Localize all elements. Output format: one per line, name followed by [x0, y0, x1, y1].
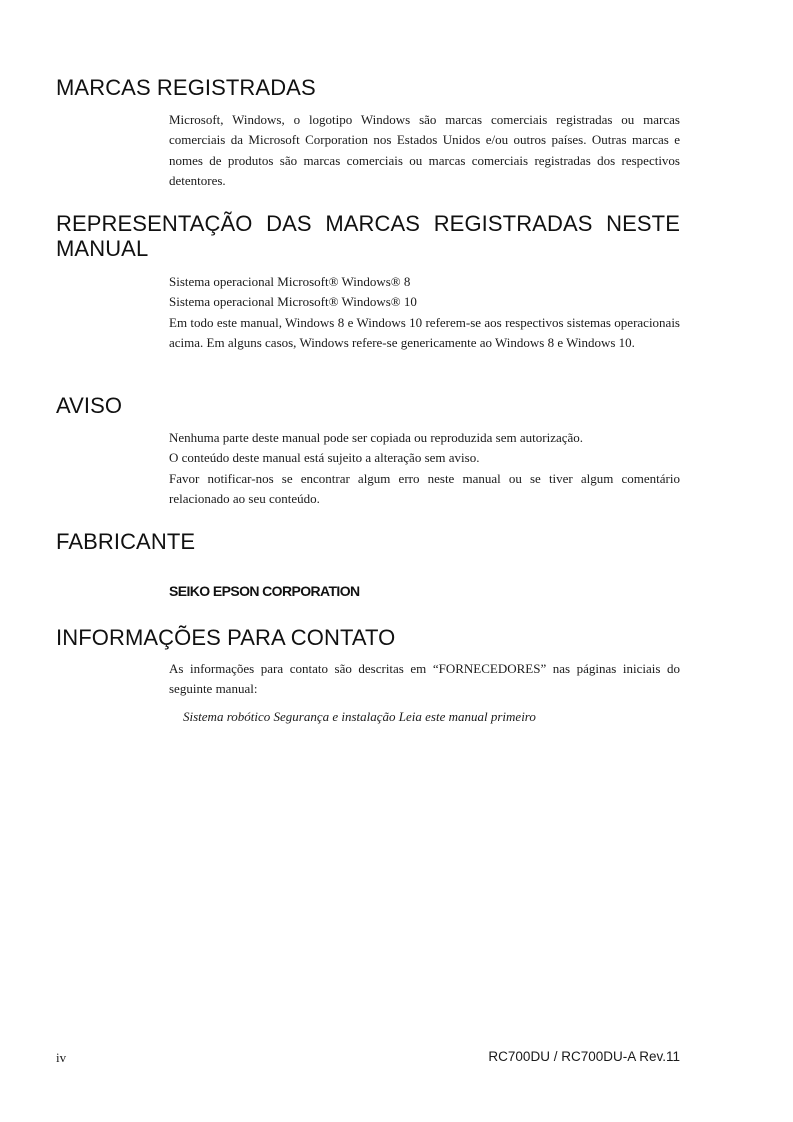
notice-line1: Nenhuma parte deste manual pode ser copiada ou reproduzida sem autorização. — [169, 430, 584, 445]
trademark-notation-body — [169, 272, 680, 354]
notice-heading: AVISO — [56, 393, 123, 418]
trademarks-paragraph: Microsoft, Windows, o logotipo Windows são marcas comerciais registradas ou marcas comerciais da Microsoft Corporation nos Estados Unidos e/ou outros países. Outras marcas e nomes de produtos são marcas comerciais ou marcas comerciais registradas dos respectivos detentores. — [169, 112, 680, 189]
manufacturer-section — [56, 529, 680, 599]
trademarks-body — [169, 110, 680, 192]
manufacturer-heading: FABRICANTE — [56, 529, 196, 554]
notice-line2: O conteúdo deste manual está sujeito a alteração sem aviso. — [169, 450, 480, 466]
notice-paragraph: Favor notificar-nos se encontrar algum erro neste manual ou se tiver algum comentário relacionado ao seu conteúdo. — [169, 470, 680, 507]
trademark-notation-line1: Sistema operacional Microsoft® Windows® 8 — [169, 274, 411, 289]
notice-body — [169, 428, 680, 510]
footer-document-id: RC700DU / RC700DU-A Rev.11 — [488, 1049, 680, 1064]
trademark-notation-heading-line2: MANUAL — [56, 236, 149, 261]
contact-section — [56, 625, 680, 727]
trademark-notation-paragraph: Em todo este manual, Windows 8 e Windows 10 referem-se aos respectivos sistemas operacionais acima. Em alguns casos, Windows refere-se genericamente ao Windows 8 e Windows 10. — [169, 314, 680, 351]
notice-section — [56, 393, 680, 510]
contact-paragraph: As informações para contato são descritas em “FORNECEDORES” nas páginas iniciais do seguinte manual: — [169, 661, 680, 697]
contact-manual-reference: Sistema robótico Segurança e instalação Leia este manual primeiro — [183, 708, 536, 724]
trademarks-heading: MARCAS REGISTRADAS — [56, 75, 316, 100]
trademarks-section — [56, 75, 680, 192]
trademark-notation-heading — [56, 211, 680, 261]
trademark-notation-section — [56, 211, 680, 354]
contact-heading: INFORMAÇÕES PARA CONTATO — [56, 625, 396, 650]
contact-body — [169, 659, 680, 700]
footer-page-number: iv — [56, 1050, 67, 1065]
trademark-notation-heading-line1: REPRESENTAÇÃO DAS MARCAS REGISTRADAS NESTE — [56, 211, 680, 236]
manufacturer-name: SEIKO EPSON CORPORATION — [169, 583, 360, 599]
trademark-notation-line2: Sistema operacional Microsoft® Windows® 10 — [169, 294, 417, 310]
